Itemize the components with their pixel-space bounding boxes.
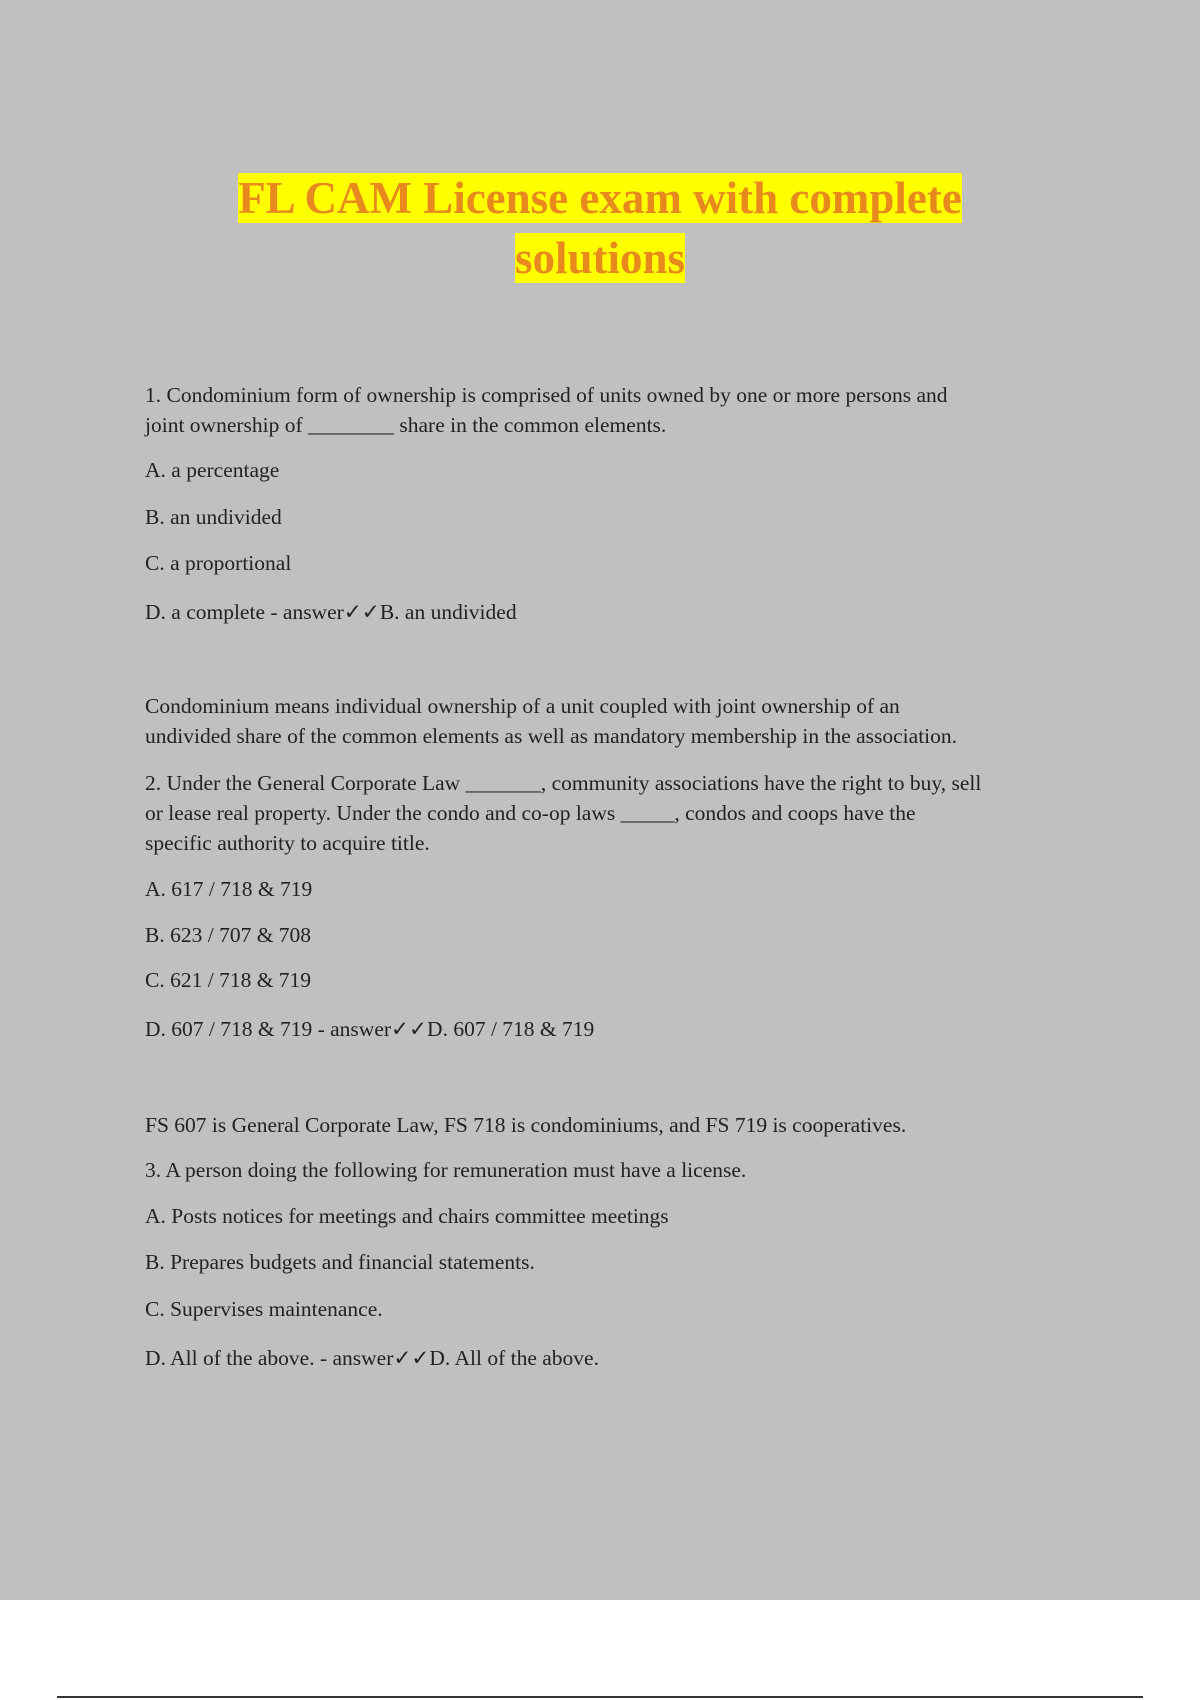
- q2-explanation-line-1: FS 607 is General Corporate Law, FS 718 is condominiums, and FS 719 is cooperatives.: [145, 1113, 907, 1137]
- q1-option-b: B. an undivided: [145, 505, 282, 529]
- title-line-2: solutions: [514, 233, 686, 283]
- q2-option-b: B. 623 / 707 & 708: [145, 923, 312, 947]
- q1-explanation-line-2: undivided share of the common elements as well as mandatory membership in the association.: [145, 724, 958, 748]
- q2-stem-line-3: specific authority to acquire title.: [145, 831, 430, 855]
- q3-option-d-answer: D. All of the above. - answer✓✓D. All of the above.: [145, 1346, 599, 1370]
- q3-option-b: B. Prepares budgets and financial statements.: [145, 1250, 535, 1274]
- title-line-1: FL CAM License exam with complete: [238, 173, 962, 223]
- q3-option-c: C. Supervises maintenance.: [145, 1297, 383, 1321]
- q2-option-c: C. 621 / 718 & 719: [145, 968, 312, 992]
- q3-stem-line-1: 3. A person doing the following for remuneration must have a license.: [145, 1158, 747, 1182]
- document-title: [0, 168, 1200, 288]
- q2-stem-line-1: 2. Under the General Corporate Law _______, community associations have the right to buy, sell: [145, 771, 982, 795]
- q2-option-a: A. 617 / 718 & 719: [145, 877, 313, 901]
- footer-divider: [57, 1696, 1143, 1698]
- q1-stem-line-2: joint ownership of ________ share in the common elements.: [145, 413, 667, 437]
- q1-option-d-answer: D. a complete - answer✓✓B. an undivided: [145, 600, 517, 624]
- q3-option-a: A. Posts notices for meetings and chairs committee meetings: [145, 1204, 669, 1228]
- q2-option-d-answer: D. 607 / 718 & 719 - answer✓✓D. 607 / 718 & 719: [145, 1017, 595, 1041]
- q1-option-c: C. a proportional: [145, 551, 292, 575]
- q1-explanation-line-1: Condominium means individual ownership of a unit coupled with joint ownership of an: [145, 694, 900, 718]
- q2-stem-line-2: or lease real property. Under the condo and co-op laws _____, condos and coops have the: [145, 801, 916, 825]
- q1-option-a: A. a percentage: [145, 458, 280, 482]
- q1-stem-line-1: 1. Condominium form of ownership is comprised of units owned by one or more persons and: [145, 383, 948, 407]
